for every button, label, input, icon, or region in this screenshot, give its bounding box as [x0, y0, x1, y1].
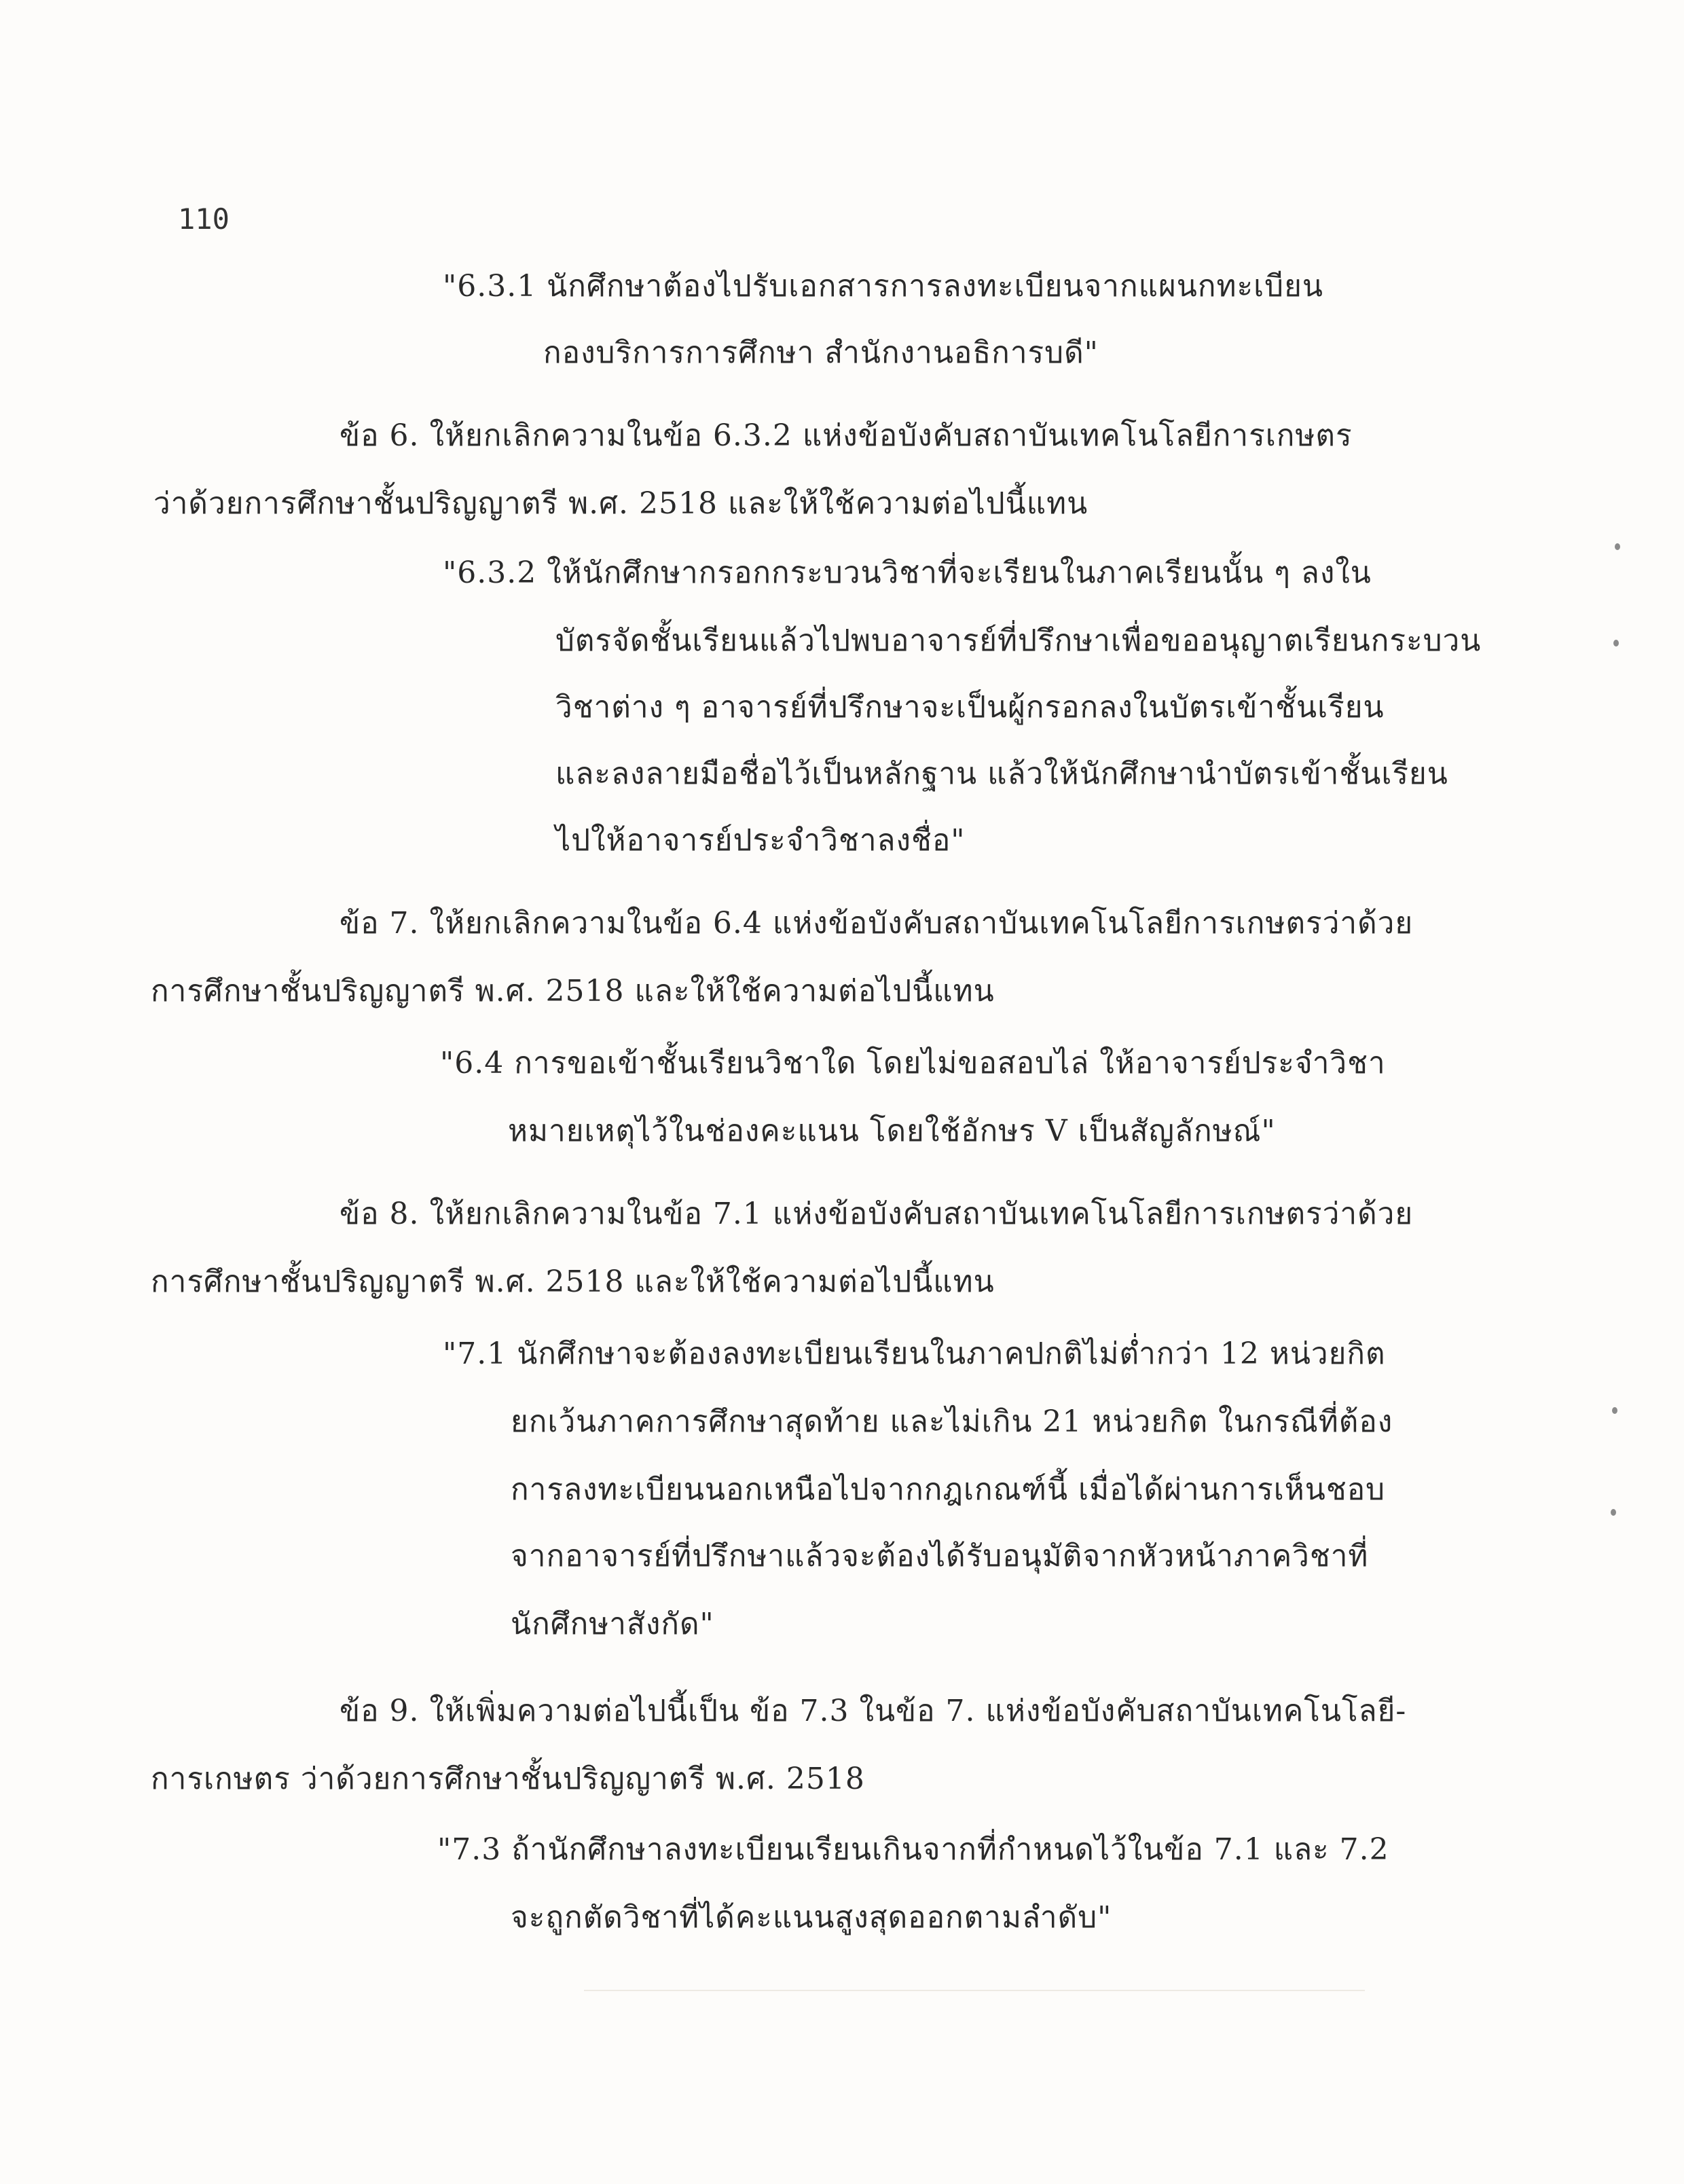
- text-line: "6.4 การขอเข้าชั้นเรียนวิชาใด โดยไม่ขอสอบไล่ ให้อาจารย์ประจำวิชา: [440, 1046, 1386, 1080]
- clause-heading-line: ข้อ 8. ให้ยกเลิกความในข้อ 7.1 แห่งข้อบังคับสถาบันเทคโนโลยีการเกษตรว่าด้วย: [340, 1197, 1414, 1231]
- text-line: "7.3 ถ้านักศึกษาลงทะเบียนเรียนเกินจากที่กำหนดไว้ในข้อ 7.1 และ 7.2: [437, 1832, 1389, 1867]
- text-line: "6.3.2 ให้นักศึกษากรอกกระบวนวิชาที่จะเรียนในภาคเรียนนั้น ๆ ลงใน: [443, 556, 1372, 590]
- text-line: หมายเหตุไว้ในช่องคะแนน โดยใช้อักษร V เป็นสัญลักษณ์": [508, 1114, 1276, 1148]
- text-line: นักศึกษาสังกัด": [511, 1607, 714, 1641]
- text-line: การลงทะเบียนนอกเหนือไปจากกฎเกณฑ์นี้ เมื่อได้ผ่านการเห็นชอบ: [511, 1472, 1386, 1507]
- text-line: และลงลายมือชื่อไว้เป็นหลักฐาน แล้วให้นักศึกษานำบัตรเข้าชั้นเรียน: [555, 757, 1448, 791]
- clause-heading-line: ข้อ 7. ให้ยกเลิกความในข้อ 6.4 แห่งข้อบังคับสถาบันเทคโนโลยีการเกษตรว่าด้วย: [340, 906, 1414, 941]
- text-line: การศึกษาชั้นปริญญาตรี พ.ศ. 2518 และให้ใช้ความต่อไปนี้แทน: [151, 974, 995, 1008]
- text-line: ว่าด้วยการศึกษาชั้นปริญญาตรี พ.ศ. 2518 และให้ใช้ความต่อไปนี้แทน: [153, 486, 1088, 521]
- clause-heading-line: ข้อ 9. ให้เพิ่มความต่อไปนี้เป็น ข้อ 7.3 ในข้อ 7. แห่งข้อบังคับสถาบันเทคโนโลยี-: [340, 1694, 1407, 1728]
- text-line: บัตรจัดชั้นเรียนแล้วไปพบอาจารย์ที่ปรึกษาเพื่อขออนุญาตเรียนกระบวน: [555, 623, 1482, 658]
- scan-speck: [1612, 1407, 1617, 1414]
- scan-speck: [1611, 1509, 1616, 1516]
- faint-bleed-through-line: [584, 1990, 1365, 1991]
- text-line: "6.3.1 นักศึกษาต้องไปรับเอกสารการลงทะเบียนจากแผนกทะเบียน: [443, 269, 1323, 304]
- text-line: การศึกษาชั้นปริญญาตรี พ.ศ. 2518 และให้ใช้ความต่อไปนี้แทน: [151, 1264, 995, 1299]
- page-number: 110: [178, 202, 230, 236]
- text-line: "7.1 นักศึกษาจะต้องลงทะเบียนเรียนในภาคปกติไม่ต่ำกว่า 12 หน่วยกิต: [443, 1336, 1386, 1371]
- text-line: การเกษตร ว่าด้วยการศึกษาชั้นปริญญาตรี พ.ศ. 2518: [151, 1762, 865, 1796]
- text-line: จะถูกตัดวิชาที่ได้คะแนนสูงสุดออกตามลำดับ": [511, 1900, 1112, 1935]
- text-line: ยกเว้นภาคการศึกษาสุดท้าย และไม่เกิน 21 หน่วยกิต ในกรณีที่ต้อง: [511, 1404, 1393, 1439]
- scan-speck: [1613, 640, 1619, 647]
- text-line: วิชาต่าง ๆ อาจารย์ที่ปรึกษาจะเป็นผู้กรอกลงในบัตรเข้าชั้นเรียน: [555, 690, 1385, 725]
- text-line: ไปให้อาจารย์ประจำวิชาลงชื่อ": [555, 823, 966, 858]
- text-line: กองบริการการศึกษา สำนักงานอธิการบดี": [543, 335, 1099, 370]
- clause-heading-line: ข้อ 6. ให้ยกเลิกความในข้อ 6.3.2 แห่งข้อบังคับสถาบันเทคโนโลยีการเกษตร: [340, 418, 1353, 453]
- scan-speck: [1615, 543, 1620, 550]
- text-line: จากอาจารย์ที่ปรึกษาแล้วจะต้องได้รับอนุมัติจากหัวหน้าภาควิชาที่: [511, 1539, 1369, 1573]
